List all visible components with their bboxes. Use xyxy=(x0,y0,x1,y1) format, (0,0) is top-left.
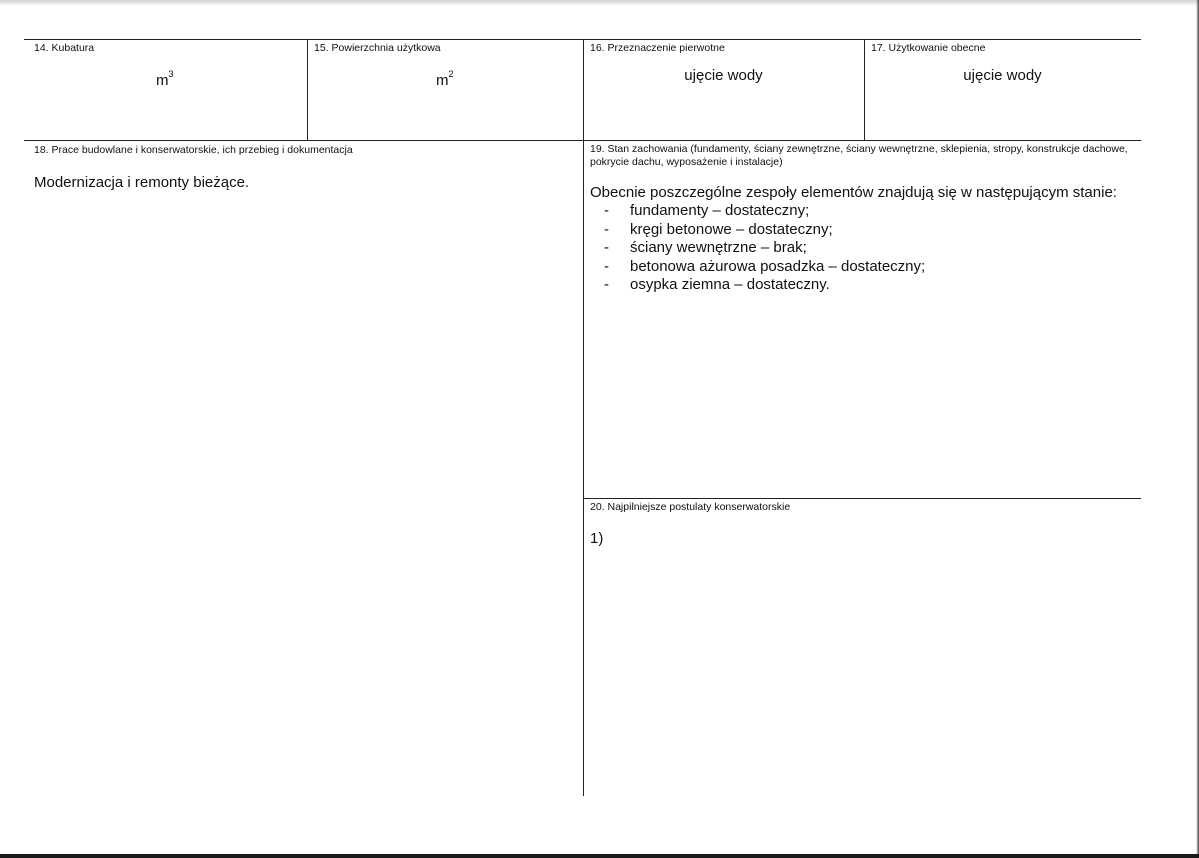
scan-edge-bottom xyxy=(0,854,1199,858)
list-dash: - xyxy=(604,239,609,256)
field-19-list xyxy=(600,202,925,295)
list-item xyxy=(600,276,925,295)
field-16-label: 16. Przeznaczenie pierwotne xyxy=(590,42,725,54)
list-dash: - xyxy=(604,257,609,275)
field-20-label: 20. Najpilniejsze postulaty konserwatorskie xyxy=(590,501,791,513)
field-14-unit-exponent: 3 xyxy=(168,69,174,79)
field-18-value: Modernizacja i remonty bieżące. xyxy=(34,174,250,191)
list-item xyxy=(600,239,925,258)
field-17-value: ujęcie wody xyxy=(963,67,1042,84)
field-19-intro: Obecnie poszczególne zespoły elementów znajdują się w następującym stanie: xyxy=(590,184,1117,201)
list-item-text: betonowa ażurowa posadzka – dostateczny; xyxy=(630,257,926,275)
field-19-label: 19. Stan zachowania (fundamenty, ściany zewnętrzne, ściany wewnętrzne, sklepienia, stropy, konstrukcje dachowe, pokrycie dachu, wyposażenie i instalacje) xyxy=(590,143,1128,168)
list-dash: - xyxy=(604,202,609,219)
divider-16-17 xyxy=(864,39,865,140)
list-dash: - xyxy=(604,220,609,238)
list-item xyxy=(600,202,925,221)
field-15-unit-exponent: 2 xyxy=(448,69,454,79)
list-item-text: kręgi betonowe – dostateczny; xyxy=(630,220,833,238)
field-14-label: 14. Kubatura xyxy=(34,42,95,54)
field-20-value: 1) xyxy=(590,530,604,547)
field-15-unit: $m^2$ xyxy=(436,69,454,89)
field-16-value: ujęcie wody xyxy=(684,67,763,84)
section-20-divider xyxy=(583,498,1141,499)
list-item-text: ściany wewnętrzne – brak; xyxy=(630,239,807,256)
list-item-text: osypka ziemna – dostateczny. xyxy=(630,276,830,293)
list-item xyxy=(600,221,925,240)
scan-edge-top xyxy=(0,0,1199,6)
list-item-text: fundamenty – dostateczny; xyxy=(630,202,810,219)
field-14-unit: $m^3$ xyxy=(156,69,174,89)
divider-14-15 xyxy=(307,39,308,140)
center-divider xyxy=(583,39,584,796)
field-15-label: 15. Powierzchnia użytkowa xyxy=(314,42,441,54)
list-item xyxy=(600,258,925,277)
list-dash: - xyxy=(604,276,609,293)
field-18-label: 18. Prace budowlane i konserwatorskie, ich przebieg i dokumentacja xyxy=(34,144,353,156)
field-17-label: 17. Użytkowanie obecne xyxy=(871,42,986,54)
